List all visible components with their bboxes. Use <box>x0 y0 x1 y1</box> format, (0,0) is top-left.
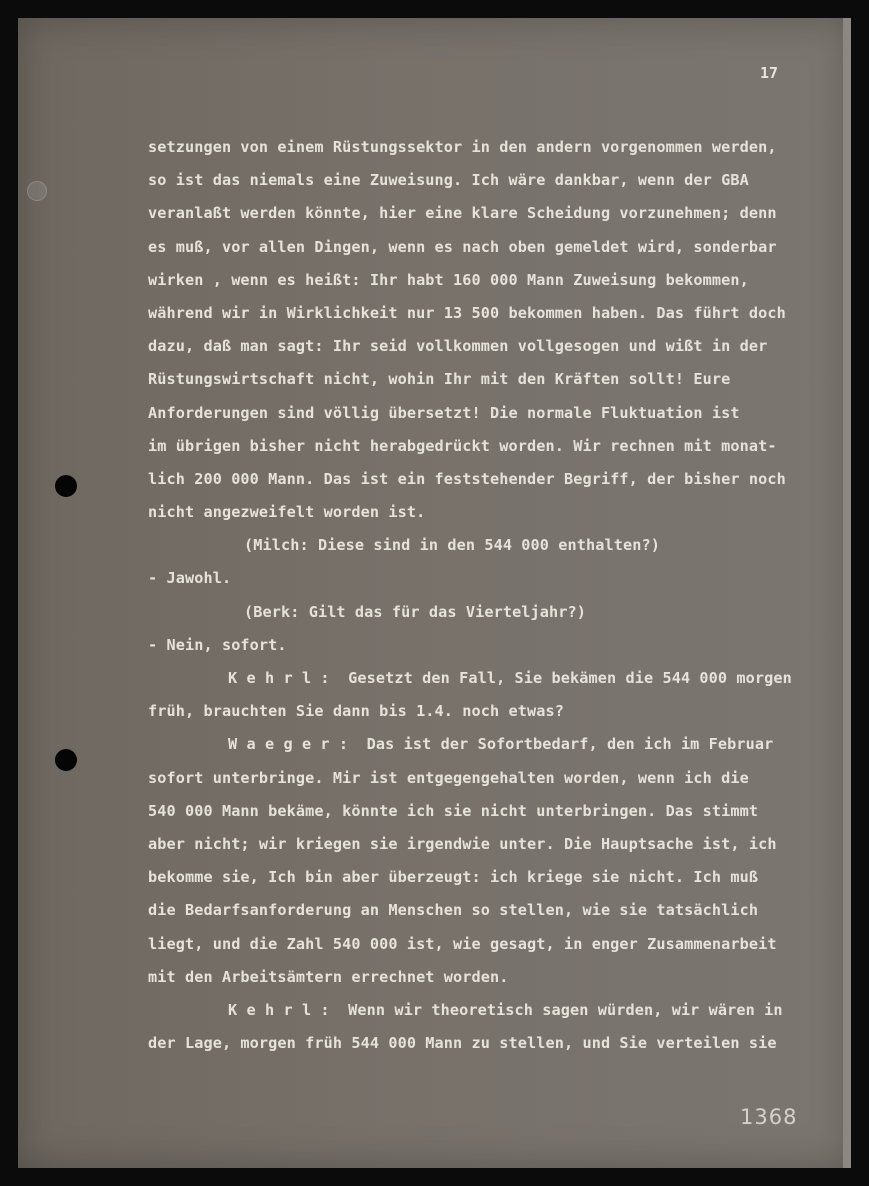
response-line: - Jawohl. <box>148 569 232 588</box>
text-line: 540 000 Mann bekäme, könnte ich sie nicht unterbringen. Das stimmt <box>148 801 759 820</box>
text-line: nicht angezweifelt worden ist. <box>148 503 426 522</box>
speaker-waeger: W a e g e r : Das ist der Sofortbedarf, den ich im Februar <box>228 735 774 754</box>
text-line: setzungen von einem Rüstungssektor in den andern vorgenommen werden, <box>148 138 777 156</box>
page-number: 17 <box>760 64 779 82</box>
text-line: während wir in Wirklichkeit nur 13 500 bekommen haben. Das führt doch <box>148 303 786 322</box>
punch-hole-lower <box>55 749 77 771</box>
text-line: mit den Arbeitsämtern errechnet worden. <box>148 967 509 986</box>
text-line: früh, brauchten Sie dann bis 1.4. noch etwas? <box>148 702 564 721</box>
punch-hole-upper <box>55 475 77 497</box>
text-line: der Lage, morgen früh 544 000 Mann zu stellen, und Sie verteilen sie <box>148 1034 777 1053</box>
text-line: dazu, daß man sagt: Ihr seid vollkommen vollgesogen und wißt in der <box>148 337 768 356</box>
document-page <box>18 18 851 1168</box>
text-line: liegt, und die Zahl 540 000 ist, wie gesagt, in enger Zusammenarbeit <box>148 934 777 953</box>
text-line: so ist das niemals eine Zuweisung. Ich wäre dankbar, wenn der GBA <box>148 171 749 190</box>
interjection-milch: (Milch: Diese sind in den 544 000 enthalten?) <box>244 536 660 555</box>
text-line: sofort unterbringe. Mir ist entgegengehalten worden, wenn ich die <box>148 768 749 787</box>
speaker-kehrl: K e h r l : Gesetzt den Fall, Sie bekämen die 544 000 morgen <box>228 669 792 687</box>
punch-hole-faint-top <box>27 181 47 201</box>
text-line: lich 200 000 Mann. Das ist ein feststehender Begriff, der bisher noch <box>148 469 786 488</box>
text-line: veranlaßt werden könnte, hier eine klare Scheidung vorzunehmen; denn <box>148 204 777 223</box>
text-line: wirken , wenn es heißt: Ihr habt 160 000 Mann Zuweisung bekommen, <box>148 270 749 289</box>
text-line: bekomme sie, Ich bin aber überzeugt: ich kriege sie nicht. Ich muß <box>148 868 759 887</box>
typewritten-text <box>148 131 848 1060</box>
text-line: Rüstungswirtschaft nicht, wohin Ihr mit den Kräften sollt! Eure <box>148 370 731 389</box>
text-line: es muß, vor allen Dingen, wenn es nach oben gemeldet wird, sonderbar <box>148 237 777 256</box>
response-line: - Nein, sofort. <box>148 635 287 654</box>
archive-stamp-number: 1368 <box>740 1105 798 1129</box>
speaker-kehrl: K e h r l : Wenn wir theoretisch sagen würden, wir wären in <box>228 1000 783 1019</box>
text-line: aber nicht; wir kriegen sie irgendwie unter. Die Hauptsache ist, ich <box>148 834 777 853</box>
text-line: im übrigen bisher nicht herabgedrückt worden. Wir rechnen mit monat- <box>148 436 777 455</box>
text-line: Anforderungen sind völlig übersetzt! Die normale Fluktuation ist <box>148 403 740 422</box>
text-line: die Bedarfsanforderung an Menschen so stellen, wie sie tatsächlich <box>148 901 759 920</box>
interjection-berk: (Berk: Gilt das für das Vierteljahr?) <box>244 602 587 621</box>
